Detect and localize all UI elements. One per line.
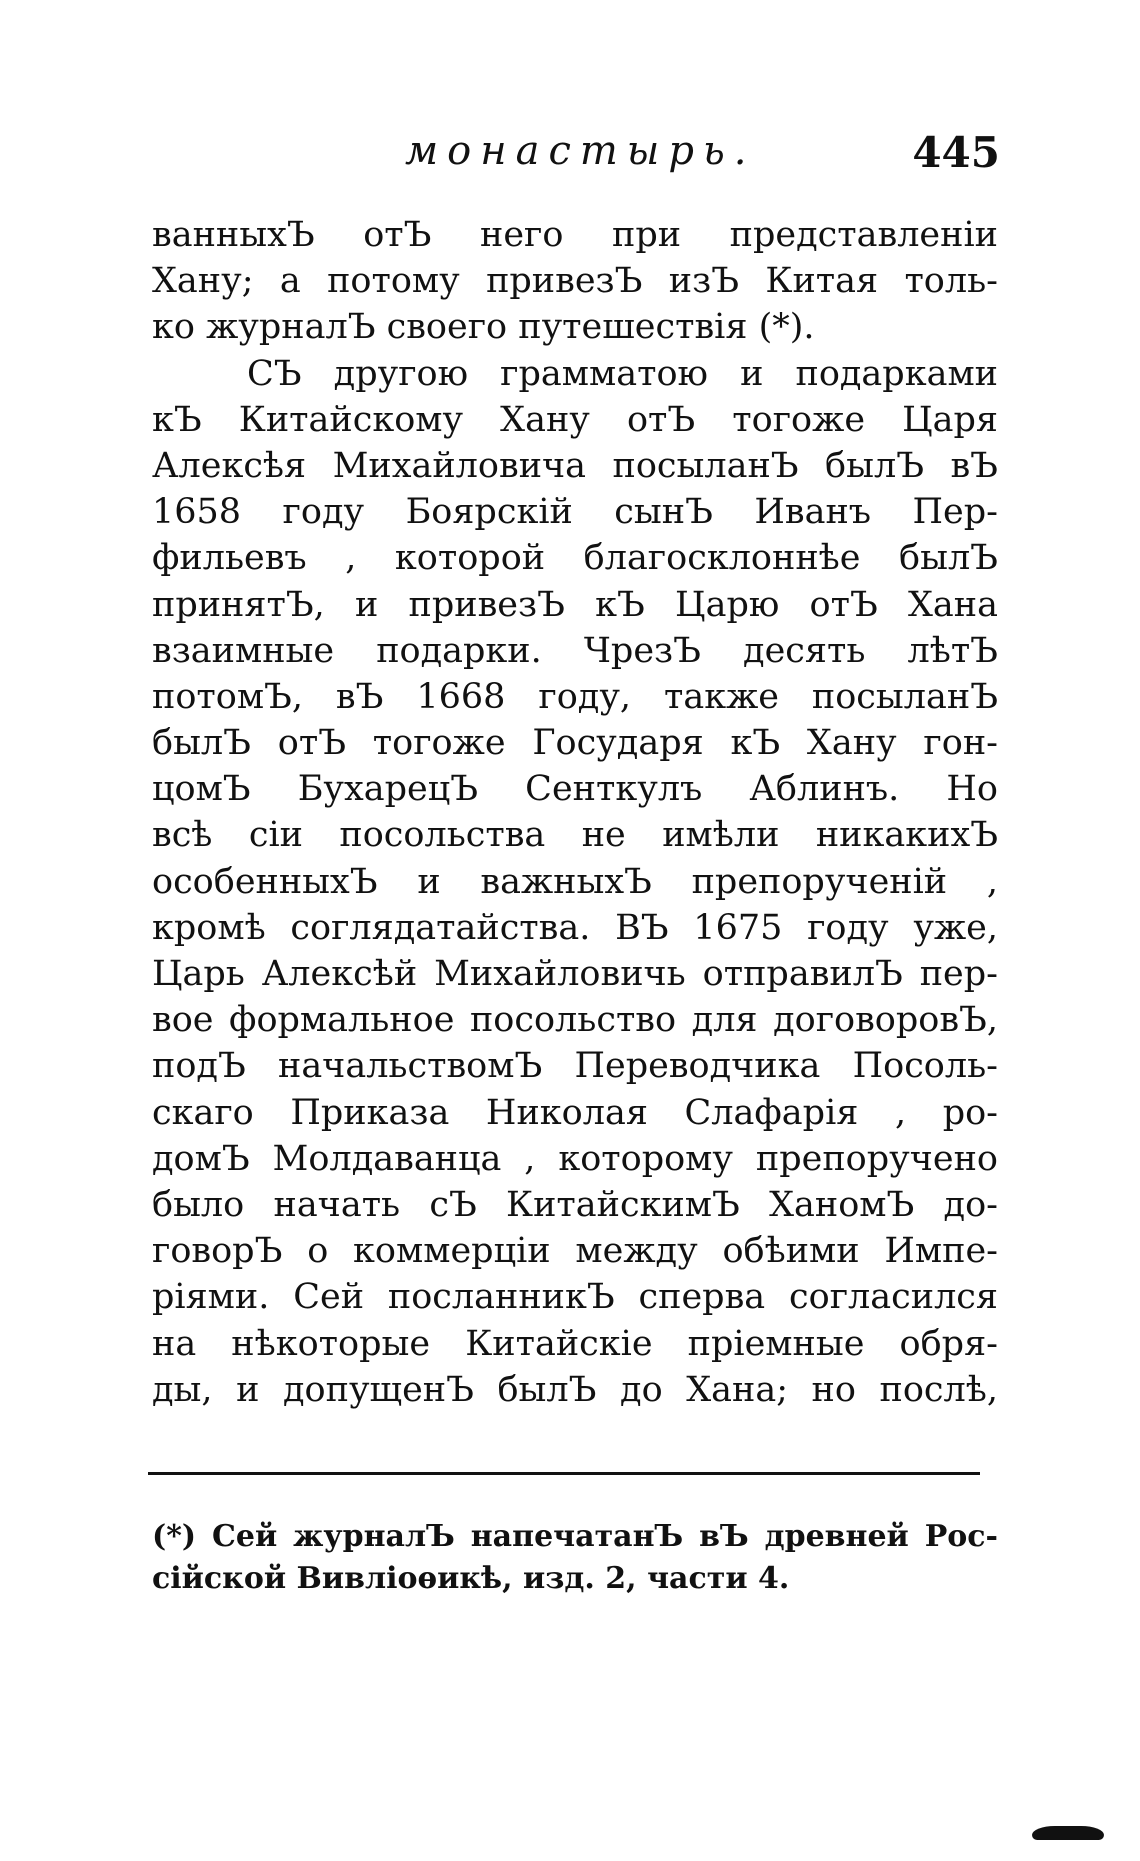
text-line: ванныхЪ отЪ него при представленіи (152, 215, 998, 255)
text-line: домЪ Молдаванца , которому препоручено (152, 1138, 998, 1179)
text-line: фильевъ , которой благосклоннѣе былЪ (152, 538, 998, 579)
running-head: монастырь. (405, 128, 756, 174)
text-line: особенныхЪ и важныхЪ препорученій , (152, 861, 998, 902)
text-line: скаго Приказа Николая Слафарія , ро- (152, 1092, 998, 1133)
page-number: 445 (912, 128, 1000, 177)
text-line: цомЪ БухарецЪ Сенткулъ Аблинъ. Но (152, 769, 998, 810)
page-ornament (1032, 1826, 1104, 1840)
text-line: потомЪ, вЪ 1668 году, также посыланЪ (152, 676, 998, 717)
text-line: Царь Алексѣй Михайловичь отправилЪ пер- (152, 954, 998, 994)
text-line: говорЪ о коммерціи между обѣими Импе- (152, 1231, 998, 1272)
text-line: взаимные подарки. ЧрезЪ десять лѣтЪ (152, 630, 998, 671)
text-line: 1658 году Боярскій сынЪ Иванъ Пер- (152, 492, 998, 533)
footnote-line: (*) Сей журналЪ напечатанЪ вЪ древней Рос- (152, 1519, 998, 1554)
text-line: ды, и допущенЪ былЪ до Хана; но послѣ, (152, 1369, 998, 1410)
text-line: былЪ отЪ тогоже Государя кЪ Хану гон- (152, 723, 998, 764)
text-line: кромѣ соглядатайства. ВЪ 1675 году уже, (152, 907, 998, 948)
text-line: ріями. Сей посланникЪ сперва согласился (152, 1277, 998, 1318)
text-line: Хану; а потому привезЪ изЪ Китая толь- (152, 261, 998, 302)
text-line: подЪ начальствомЪ Переводчика Посоль- (152, 1046, 998, 1087)
text-line: было начать сЪ КитайскимЪ ХаномЪ до- (152, 1184, 998, 1225)
text-line: принятЪ, и привезЪ кЪ Царю отЪ Хана (152, 584, 998, 625)
text-line: вое формальное посольство для договоровЪ, (152, 1000, 998, 1041)
text-line: Алексѣя Михайловича посыланЪ былЪ вЪ (152, 445, 998, 486)
text-line: СЪ другою грамматою и подарками (247, 353, 998, 394)
text-line: ко журналЪ своего путешествія (*). (152, 307, 815, 348)
footnote-divider (148, 1472, 980, 1475)
text-line: кЪ Китайскому Хану отЪ тогоже Царя (152, 399, 998, 440)
footnote-line: сійской Вивліоѳикѣ, изд. 2, части 4. (152, 1561, 790, 1596)
body-text (152, 212, 998, 1413)
text-line: на нѣкоторые Китайскіе пріемные обря- (152, 1323, 998, 1364)
text-line: всѣ сіи посольства не имѣли никакихЪ (152, 815, 998, 856)
footnote (152, 1516, 998, 1600)
page-header (150, 128, 1000, 188)
